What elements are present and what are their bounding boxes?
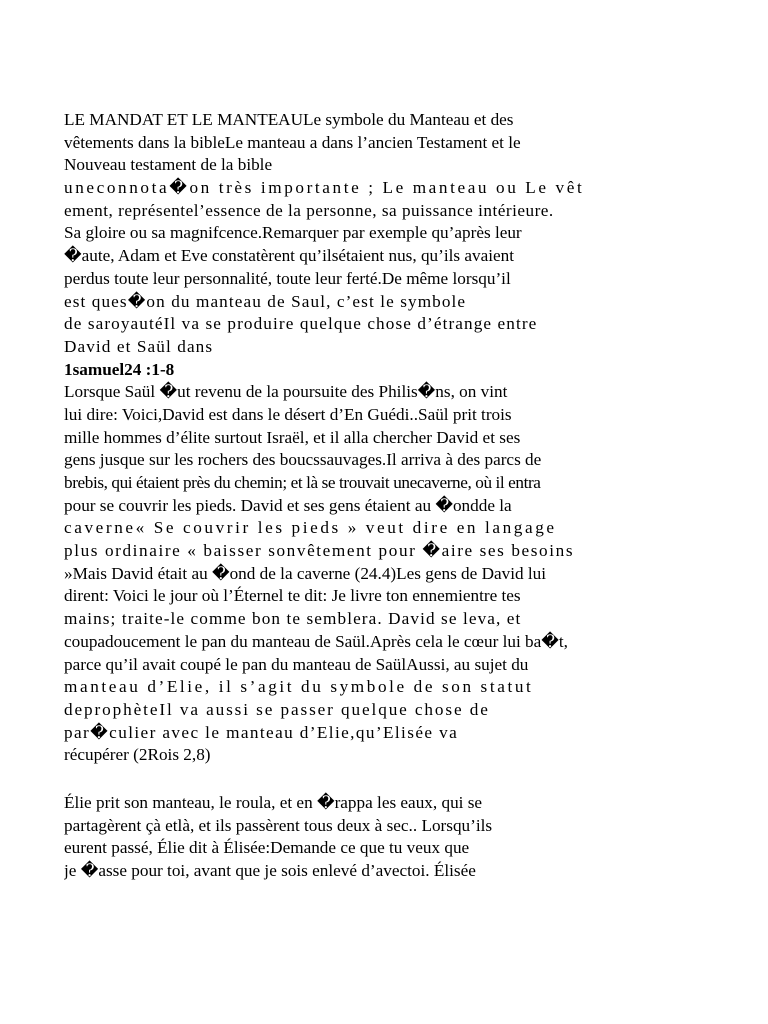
text-line: lui dire: Voici,David est dans le désert d’En Guédi..Saül prit trois — [64, 404, 512, 424]
text-line: David et Saül dans — [64, 336, 214, 356]
text-line: »Mais David était au �ond de la caverne (24.4)Les gens de David lui — [64, 563, 547, 583]
text-line: deprophèteIl va aussi se passer quelque chose de — [64, 699, 490, 719]
text-line: LE MANDAT ET LE MANTEAULe symbole du Manteau et des — [64, 110, 514, 129]
text-line: mains; traite-le comme bon te semblera. David se leva, et — [64, 609, 522, 629]
text-line: de saroyautéIl va se produire quelque chose d’étrange entre — [64, 314, 538, 334]
paragraph-main — [64, 109, 714, 767]
text-line: je �asse pour toi, avant que je sois enlevé d’avectoi. Élisée — [64, 861, 476, 881]
text-line: plus ordinaire « baisser sonvêtement pour �aire ses besoins — [64, 541, 575, 561]
text-line: Élie prit son manteau, le roula, et en �rappa les eaux, qui se — [64, 793, 483, 812]
text-line: récupérer (2Rois 2,8) — [64, 745, 211, 765]
text-line: Lorsque Saül �ut revenu de la poursuite des Philis�ns, on vint — [64, 382, 508, 402]
text-line: dirent: Voici le jour où l’Éternel te dit: Je livre ton ennemientre tes — [64, 586, 521, 606]
text-line: coupadoucement le pan du manteau de Saül.Après cela le cœur lui ba�t, — [64, 631, 568, 651]
text-line: gens jusque sur les rochers des boucssauvages.Il arriva à des parcs de — [64, 450, 542, 470]
text-line: eurent passé, Élie dit à Élisée:Demande ce que tu veux que — [64, 838, 470, 858]
text-line: Nouveau testament de la bible — [64, 155, 273, 175]
text-line: brebis, qui étaient près du chemin; et là se trouvait unecaverne, où il entra — [64, 473, 541, 492]
text-line: �aute, Adam et Eve constatèrent qu’ilsétaient nus, qu’ils avaient — [64, 246, 515, 266]
text-line: est ques�on du manteau de Saul, c’est le symbole — [64, 291, 467, 311]
text-line: parce qu’il avait coupé le pan du manteau de SaülAussi, au sujet du — [64, 654, 529, 674]
text-line: uneconnota�on très importante ; Le manteau ou Le vêt — [64, 178, 585, 198]
text-line: pour se couvrir les pieds. David et ses gens étaient au �ondde la — [64, 495, 512, 515]
text-line: mille hommes d’élite surtout Israël, et il alla chercher David et ses — [64, 427, 521, 447]
text-line: manteau d’Elie, il s’agit du symbole de son statut — [64, 677, 534, 697]
text-line: perdus toute leur personnalité, toute leur ferté.De même lorsqu’il — [64, 268, 511, 288]
text-line: Sa gloire ou sa magnifcence.Remarquer par exemple qu’après leur — [64, 223, 522, 243]
section-heading: 1samuel24 :1-8 — [64, 359, 175, 379]
paragraph-second — [64, 792, 714, 883]
text-line: caverne« Se couvrir les pieds » veut dire en langage — [64, 518, 557, 538]
text-line: ement, représentel’essence de la personne, sa puissance intérieure. — [64, 200, 554, 220]
text-line: vêtements dans la bibleLe manteau a dans l’ancien Testament et le — [64, 132, 521, 152]
text-line: partagèrent çà etlà, et ils passèrent tous deux à sec.. Lorsqu’ils — [64, 815, 493, 835]
text-line: par�culier avec le manteau d’Elie,qu’Elisée va — [64, 722, 459, 742]
